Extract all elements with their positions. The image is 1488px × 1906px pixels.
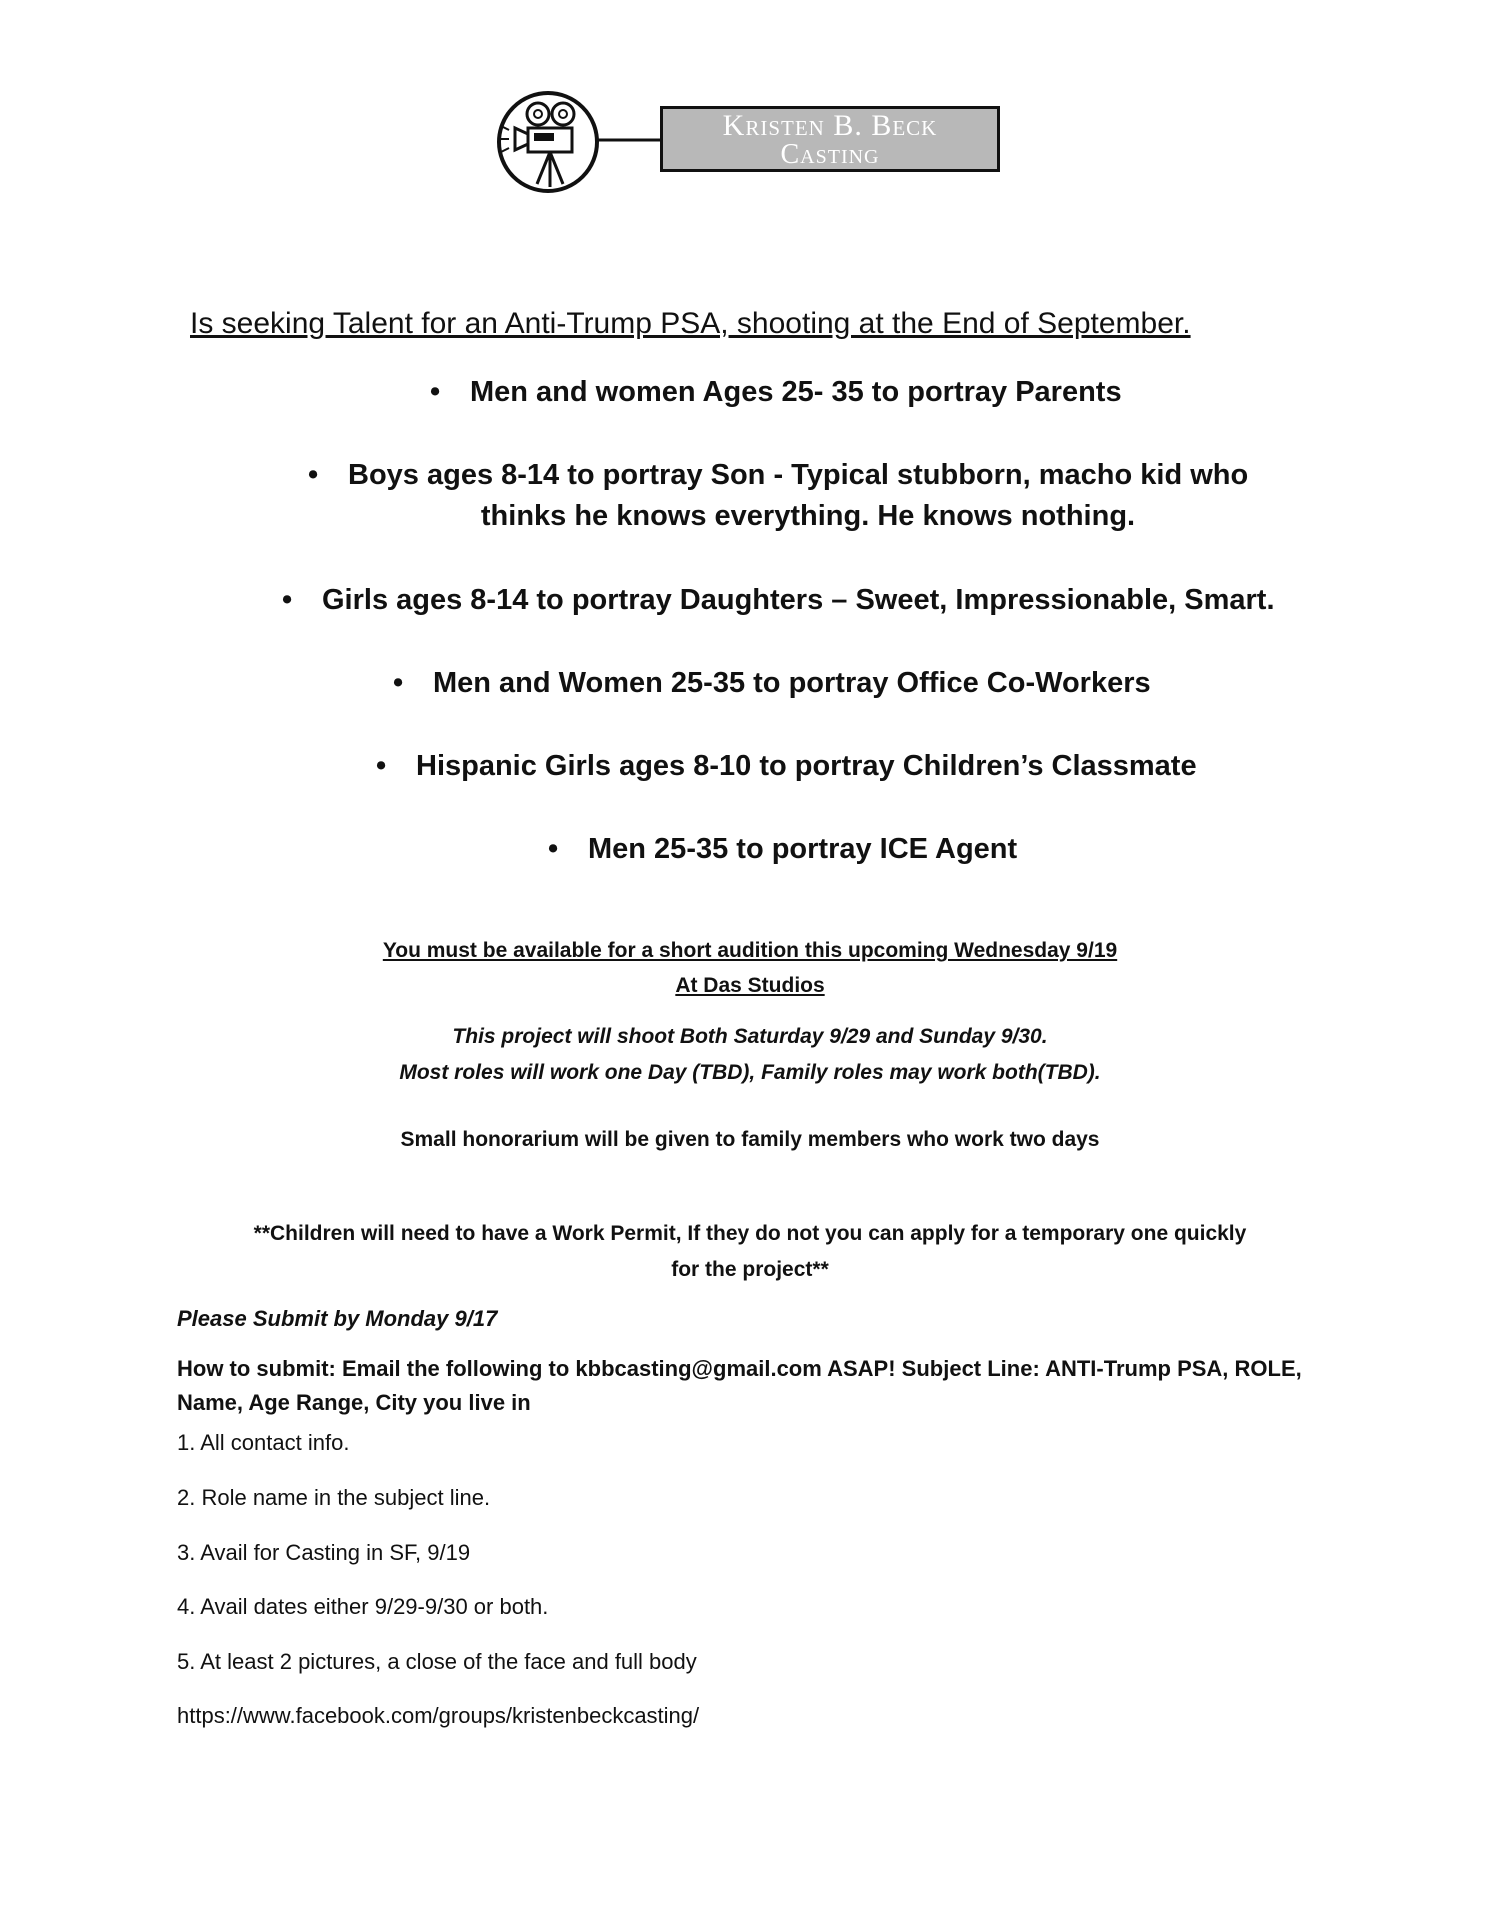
role-text-continued: thinks he knows everything. He knows nothing. — [480, 500, 1136, 532]
film-camera-icon — [495, 88, 665, 196]
submission-deadline: Please Submit by Monday 9/17 — [177, 1306, 498, 1331]
bullet-icon: • — [393, 667, 404, 699]
role-text: Boys ages 8-14 to portray Son - Typical stubborn, macho kid who — [348, 459, 1249, 491]
honorarium-note: Small honorarium will be given to family members who work two days — [400, 1128, 1100, 1151]
facebook-group-link[interactable]: https://www.facebook.com/groups/kristenbeckcasting/ — [177, 1703, 700, 1728]
logo-wordmark — [660, 106, 1000, 172]
role-item — [376, 746, 1197, 787]
role-text: Men 25-35 to portray ICE Agent — [588, 833, 1018, 865]
role-item — [282, 580, 1275, 621]
step-item: 2. Role name in the subject line. — [177, 1485, 491, 1510]
role-text: Men and Women 25-35 to portray Office Co-Workers — [433, 667, 1151, 699]
shoot-line: This project will shoot Both Saturday 9/29 and Sunday 9/30. — [452, 1025, 1048, 1048]
step-item: 5. At least 2 pictures, a close of the face and full body — [177, 1649, 697, 1674]
audition-location: At Das Studios — [675, 974, 825, 997]
role-text: Men and women Ages 25- 35 to portray Parents — [470, 376, 1122, 408]
bullet-icon: • — [548, 833, 559, 865]
casting-logo — [495, 88, 1010, 196]
step-item: 3. Avail for Casting in SF, 9/19 — [177, 1540, 471, 1565]
role-text: Girls ages 8-14 to portray Daughters – Sweet, Impressionable, Smart. — [322, 584, 1275, 616]
audition-line: You must be available for a short audition this upcoming Wednesday 9/19 — [382, 939, 1118, 962]
role-item — [548, 829, 1017, 870]
bullet-icon: • — [282, 584, 293, 616]
logo-subtitle: Casting — [780, 139, 880, 170]
shoot-line: Most roles will work one Day (TBD), Family roles may work both(TBD). — [399, 1061, 1101, 1084]
permit-line: for the project** — [671, 1258, 829, 1281]
bullet-icon: • — [308, 459, 319, 491]
bullet-icon: • — [376, 750, 387, 782]
role-item — [308, 455, 1308, 537]
role-item — [393, 663, 1151, 704]
shoot-dates — [140, 1019, 1360, 1091]
submission-instructions: How to submit: Email the following to kbbcasting@gmail.com ASAP! Subject Line: ANTI-Trump PSA, ROLE, Name, Age Range, City you live in — [177, 1356, 1302, 1415]
step-item: 4. Avail dates either 9/29-9/30 or both. — [177, 1594, 549, 1619]
logo-name: Kristen B. Beck — [722, 109, 938, 142]
work-permit-note — [140, 1216, 1360, 1288]
audition-notice — [140, 933, 1360, 1003]
permit-line: **Children will need to have a Work Permit, If they do not you can apply for a temporary one quickly — [253, 1222, 1247, 1245]
role-item — [430, 372, 1122, 413]
headline: Is seeking Talent for an Anti-Trump PSA, shooting at the End of September. — [190, 307, 1191, 340]
step-item: 1. All contact info. — [177, 1430, 350, 1455]
bullet-icon: • — [430, 376, 441, 408]
role-text: Hispanic Girls ages 8-10 to portray Children’s Classmate — [416, 750, 1197, 782]
